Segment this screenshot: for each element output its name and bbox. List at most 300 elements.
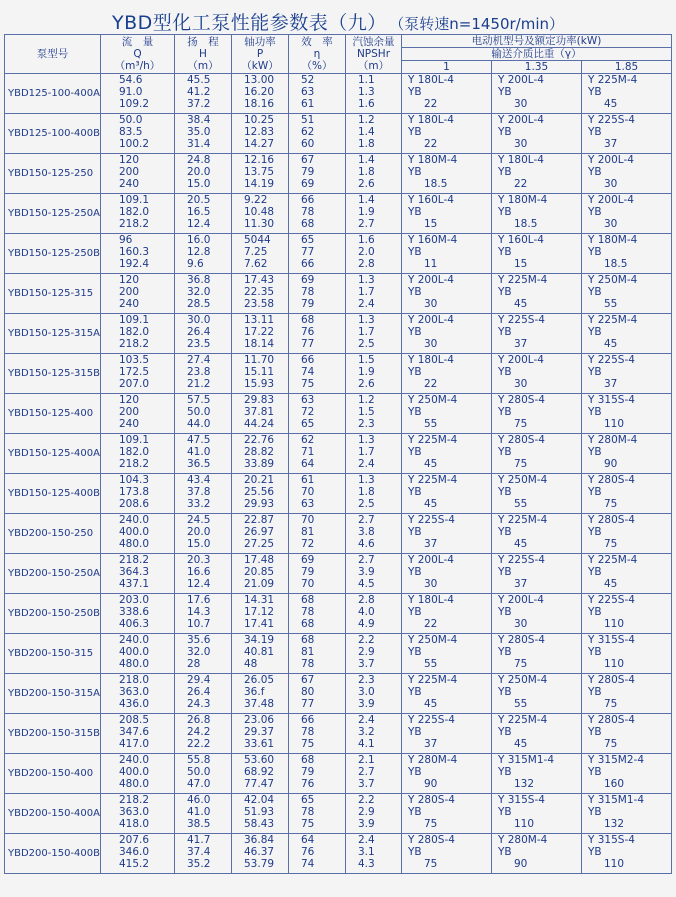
power-value: 53.79 — [244, 858, 275, 871]
head-value: 37.2 — [187, 98, 211, 111]
pump-model: YBD150-125-400B — [5, 474, 101, 514]
motor-model: Y 225S-4 — [588, 114, 635, 126]
flow-cell — [101, 754, 175, 794]
efficiency-value: 65 — [301, 234, 315, 246]
flow-value: 240.0 — [119, 634, 150, 646]
power-cell — [232, 674, 289, 714]
power-value: 10.25 — [244, 114, 275, 126]
motor-power: 55 — [424, 418, 438, 431]
motor-power: 30 — [514, 98, 528, 111]
motor-power: 37 — [604, 138, 618, 151]
head-value: 45.5 — [187, 74, 211, 86]
efficiency-value: 65 — [301, 418, 315, 431]
flow-value: 480.0 — [119, 778, 150, 791]
motor-model: Y 225M-4 — [408, 474, 458, 486]
flow-value: 415.2 — [119, 858, 150, 871]
pump-model: YBD150-125-400 — [5, 394, 101, 434]
motor-ex-rating: YB — [408, 406, 422, 419]
power-cell — [232, 314, 289, 354]
flow-value: 109.1 — [119, 314, 150, 326]
motor-cell — [492, 74, 582, 114]
npsh-value: 3.7 — [358, 778, 375, 791]
flow-value: 109.1 — [119, 194, 150, 206]
efficiency-value: 64 — [301, 458, 315, 471]
head-cell — [175, 394, 232, 434]
motor-cell — [492, 274, 582, 314]
npsh-value: 1.4 — [358, 154, 375, 166]
flow-cell — [101, 794, 175, 834]
efficiency-cell — [289, 514, 346, 554]
motor-cell — [582, 314, 672, 354]
motor-power: 30 — [514, 378, 528, 391]
power-value: 22.35 — [244, 286, 275, 299]
table-row — [5, 274, 672, 314]
npsh-value: 2.2 — [358, 794, 375, 806]
motor-ex-rating: YB — [408, 566, 422, 579]
motor-cell — [402, 114, 492, 154]
flow-value: 192.4 — [119, 258, 150, 271]
motor-ex-rating: YB — [498, 446, 512, 459]
efficiency-cell — [289, 274, 346, 314]
motor-power: 22 — [514, 178, 528, 191]
power-value: 9.22 — [244, 194, 268, 206]
flow-value: 338.6 — [119, 606, 150, 619]
head-cell — [175, 594, 232, 634]
efficiency-value: 70 — [301, 578, 315, 591]
flow-value: 218.2 — [119, 218, 150, 231]
npsh-value: 3.9 — [358, 698, 375, 711]
flow-cell — [101, 674, 175, 714]
motor-ex-rating: YB — [408, 446, 422, 459]
npsh-value: 2.6 — [358, 378, 375, 391]
motor-model: Y 280S-4 — [588, 714, 635, 726]
efficiency-value: 68 — [301, 618, 315, 631]
power-value: 13.75 — [244, 166, 275, 179]
head-cell — [175, 834, 232, 874]
motor-ex-rating: YB — [408, 366, 422, 379]
power-value: 36.f — [244, 686, 265, 699]
motor-model: Y 225M-4 — [588, 554, 638, 566]
efficiency-value: 78 — [301, 286, 315, 299]
efficiency-value: 69 — [301, 274, 315, 286]
head-value: 12.4 — [187, 218, 211, 231]
motor-ex-rating: YB — [498, 806, 512, 819]
head-value: 24.5 — [187, 514, 211, 526]
flow-value: 182.0 — [119, 206, 150, 219]
npsh-value: 2.4 — [358, 298, 375, 311]
motor-ex-rating: YB — [408, 86, 422, 99]
motor-model: Y 180M-4 — [588, 234, 638, 246]
npsh-value: 3.1 — [358, 846, 375, 859]
npsh-value: 2.5 — [358, 338, 375, 351]
head-value: 35.6 — [187, 634, 211, 646]
motor-power: 132 — [514, 778, 535, 791]
motor-power: 75 — [424, 818, 438, 831]
motor-power: 37 — [424, 738, 438, 751]
motor-power: 45 — [604, 98, 618, 111]
flow-value: 120 — [119, 394, 140, 406]
table-header — [5, 35, 672, 74]
head-cell — [175, 674, 232, 714]
motor-cell — [582, 714, 672, 754]
efficiency-value: 78 — [301, 726, 315, 739]
flow-cell — [101, 74, 175, 114]
efficiency-value: 68 — [301, 634, 315, 646]
motor-model: Y 315S-4 — [498, 794, 545, 806]
motor-ex-rating: YB — [408, 806, 422, 819]
head-cell — [175, 514, 232, 554]
motor-model: Y 250M-4 — [498, 474, 548, 486]
efficiency-value: 71 — [301, 446, 315, 459]
header-gamma-1: 1 — [402, 61, 492, 74]
head-cell — [175, 274, 232, 314]
flow-value: 172.5 — [119, 366, 150, 379]
motor-model: Y 225S-4 — [408, 714, 455, 726]
efficiency-value: 51 — [301, 114, 315, 126]
power-value: 51.93 — [244, 806, 275, 819]
power-value: 20.85 — [244, 566, 275, 579]
motor-ex-rating: YB — [588, 686, 602, 699]
head-value: 14.3 — [187, 606, 211, 619]
efficiency-cell — [289, 714, 346, 754]
flow-cell — [101, 114, 175, 154]
efficiency-value: 75 — [301, 818, 315, 831]
head-value: 16.0 — [187, 234, 211, 246]
motor-cell — [582, 114, 672, 154]
head-value: 33.2 — [187, 498, 211, 511]
flow-value: 218.2 — [119, 338, 150, 351]
efficiency-cell — [289, 194, 346, 234]
header-efficiency: 效 率 η （%） — [289, 35, 346, 74]
npsh-value: 4.9 — [358, 618, 375, 631]
flow-value: 200 — [119, 406, 140, 419]
motor-model: Y 280S-4 — [588, 474, 635, 486]
head-value: 36.8 — [187, 274, 211, 286]
motor-ex-rating: YB — [408, 646, 422, 659]
flow-value: 417.0 — [119, 738, 150, 751]
power-cell — [232, 154, 289, 194]
pump-model: YBD200-150-250A — [5, 554, 101, 594]
npsh-value: 1.9 — [358, 206, 375, 219]
power-value: 23.06 — [244, 714, 275, 726]
npsh-value: 2.5 — [358, 498, 375, 511]
motor-cell — [582, 554, 672, 594]
motor-model: Y 225M-4 — [498, 274, 548, 286]
motor-power: 110 — [604, 658, 625, 671]
efficiency-value: 66 — [301, 258, 315, 271]
flow-value: 100.2 — [119, 138, 150, 151]
npsh-value: 1.1 — [358, 74, 375, 86]
flow-value: 203.0 — [119, 594, 150, 606]
power-value: 23.58 — [244, 298, 275, 311]
table-row — [5, 634, 672, 674]
head-value: 23.5 — [187, 338, 211, 351]
flow-cell — [101, 514, 175, 554]
motor-ex-rating: YB — [498, 566, 512, 579]
head-value: 10.7 — [187, 618, 211, 631]
motor-power: 45 — [424, 458, 438, 471]
pump-model: YBD150-125-400A — [5, 434, 101, 474]
motor-power: 75 — [514, 418, 528, 431]
motor-ex-rating: YB — [588, 846, 602, 859]
power-cell — [232, 634, 289, 674]
flow-value: 480.0 — [119, 538, 150, 551]
power-cell — [232, 354, 289, 394]
table-row — [5, 234, 672, 274]
motor-cell — [402, 834, 492, 874]
motor-power: 22 — [424, 138, 438, 151]
flow-value: 104.3 — [119, 474, 150, 486]
npsh-value: 2.9 — [358, 806, 375, 819]
motor-model: Y 180L-4 — [498, 154, 544, 166]
motor-ex-rating: YB — [408, 286, 422, 299]
npsh-cell — [346, 674, 402, 714]
head-value: 16.5 — [187, 206, 211, 219]
motor-model: Y 225M-4 — [588, 314, 638, 326]
motor-model: Y 280S-4 — [408, 794, 455, 806]
motor-power: 110 — [604, 618, 625, 631]
flow-cell — [101, 554, 175, 594]
table-row — [5, 514, 672, 554]
motor-cell — [492, 594, 582, 634]
npsh-value: 1.4 — [358, 194, 375, 206]
motor-cell — [492, 834, 582, 874]
flow-value: 173.8 — [119, 486, 150, 499]
motor-ex-rating: YB — [588, 286, 602, 299]
flow-value: 120 — [119, 274, 140, 286]
motor-cell — [582, 234, 672, 274]
motor-model: Y 250M-4 — [408, 634, 458, 646]
npsh-value: 1.3 — [358, 314, 375, 326]
motor-model: Y 225M-4 — [408, 434, 458, 446]
head-value: 41.2 — [187, 86, 211, 99]
motor-model: Y 280S-4 — [588, 674, 635, 686]
motor-cell — [402, 74, 492, 114]
efficiency-value: 68 — [301, 594, 315, 606]
motor-ex-rating: YB — [588, 766, 602, 779]
motor-ex-rating: YB — [498, 646, 512, 659]
flow-value: 96 — [119, 234, 133, 246]
head-value: 55.8 — [187, 754, 211, 766]
head-value: 44.0 — [187, 418, 211, 431]
npsh-value: 2.7 — [358, 218, 375, 231]
npsh-value: 1.7 — [358, 446, 375, 459]
power-value: 14.19 — [244, 178, 275, 191]
power-value: 37.81 — [244, 406, 275, 419]
npsh-value: 1.3 — [358, 86, 375, 99]
head-cell — [175, 794, 232, 834]
flow-value: 200 — [119, 286, 140, 299]
power-value: 26.97 — [244, 526, 275, 539]
power-value: 17.43 — [244, 274, 275, 286]
motor-model: Y 160L-4 — [408, 194, 454, 206]
motor-cell — [582, 274, 672, 314]
motor-cell — [582, 754, 672, 794]
motor-cell — [402, 234, 492, 274]
flow-value: 207.0 — [119, 378, 150, 391]
npsh-value: 3.8 — [358, 526, 375, 539]
power-value: 17.48 — [244, 554, 275, 566]
motor-ex-rating: YB — [588, 806, 602, 819]
efficiency-cell — [289, 634, 346, 674]
motor-ex-rating: YB — [408, 766, 422, 779]
motor-model: Y 225M-4 — [588, 74, 638, 86]
npsh-cell — [346, 714, 402, 754]
motor-cell — [492, 794, 582, 834]
head-value: 46.0 — [187, 794, 211, 806]
pump-performance-table — [4, 34, 672, 874]
motor-ex-rating: YB — [588, 326, 602, 339]
flow-value: 91.0 — [119, 86, 143, 99]
flow-value: 406.3 — [119, 618, 150, 631]
npsh-value: 1.5 — [358, 406, 375, 419]
pump-model: YBD150-125-315B — [5, 354, 101, 394]
motor-cell — [492, 394, 582, 434]
head-cell — [175, 554, 232, 594]
head-value: 26.4 — [187, 686, 211, 699]
efficiency-value: 63 — [301, 86, 315, 99]
power-cell — [232, 794, 289, 834]
npsh-cell — [346, 114, 402, 154]
motor-cell — [492, 514, 582, 554]
npsh-value: 1.4 — [358, 126, 375, 139]
head-value: 9.6 — [187, 258, 204, 271]
npsh-value: 3.0 — [358, 686, 375, 699]
npsh-cell — [346, 634, 402, 674]
motor-ex-rating: YB — [588, 726, 602, 739]
motor-power: 55 — [424, 658, 438, 671]
power-value: 25.56 — [244, 486, 275, 499]
motor-cell — [582, 634, 672, 674]
head-value: 36.5 — [187, 458, 211, 471]
efficiency-cell — [289, 394, 346, 434]
motor-model: Y 225S-4 — [498, 314, 545, 326]
power-value: 11.70 — [244, 354, 275, 366]
head-value: 41.0 — [187, 806, 211, 819]
motor-cell — [582, 794, 672, 834]
head-value: 28 — [187, 658, 201, 671]
motor-cell — [492, 754, 582, 794]
efficiency-value: 75 — [301, 738, 315, 751]
head-value: 21.2 — [187, 378, 211, 391]
head-cell — [175, 474, 232, 514]
head-cell — [175, 354, 232, 394]
flow-cell — [101, 474, 175, 514]
npsh-cell — [346, 234, 402, 274]
motor-model: Y 250M-4 — [588, 274, 638, 286]
pump-model: YBD200-150-400 — [5, 754, 101, 794]
motor-ex-rating: YB — [588, 126, 602, 139]
flow-cell — [101, 834, 175, 874]
npsh-value: 1.8 — [358, 138, 375, 151]
head-value: 38.5 — [187, 818, 211, 831]
efficiency-value: 68 — [301, 314, 315, 326]
motor-cell — [402, 754, 492, 794]
power-value: 58.43 — [244, 818, 275, 831]
motor-power: 55 — [514, 698, 528, 711]
head-value: 28.5 — [187, 298, 211, 311]
table-row — [5, 794, 672, 834]
flow-cell — [101, 354, 175, 394]
power-value: 22.87 — [244, 514, 275, 526]
motor-cell — [492, 154, 582, 194]
power-value: 18.14 — [244, 338, 275, 351]
npsh-value: 2.7 — [358, 514, 375, 526]
pump-model: YBD200-150-250 — [5, 514, 101, 554]
motor-ex-rating: YB — [498, 246, 512, 259]
efficiency-value: 66 — [301, 714, 315, 726]
efficiency-value: 76 — [301, 778, 315, 791]
motor-model: Y 315S-4 — [588, 834, 635, 846]
efficiency-value: 61 — [301, 474, 315, 486]
motor-cell — [582, 474, 672, 514]
motor-power: 45 — [604, 338, 618, 351]
npsh-value: 1.7 — [358, 326, 375, 339]
efficiency-value: 79 — [301, 298, 315, 311]
efficiency-cell — [289, 794, 346, 834]
motor-power: 18.5 — [514, 218, 538, 231]
power-value: 36.84 — [244, 834, 275, 846]
efficiency-value: 67 — [301, 154, 315, 166]
head-value: 47.0 — [187, 778, 211, 791]
motor-model: Y 200L-4 — [408, 314, 454, 326]
motor-cell — [582, 354, 672, 394]
head-value: 20.5 — [187, 194, 211, 206]
motor-ex-rating: YB — [408, 606, 422, 619]
motor-model: Y 315M1-4 — [588, 794, 645, 806]
flow-cell — [101, 274, 175, 314]
npsh-value: 3.7 — [358, 658, 375, 671]
head-value: 20.3 — [187, 554, 211, 566]
motor-power: 30 — [604, 178, 618, 191]
pump-model: YBD200-150-315B — [5, 714, 101, 754]
head-value: 12.8 — [187, 246, 211, 259]
power-value: 33.61 — [244, 738, 275, 751]
motor-cell — [492, 234, 582, 274]
motor-ex-rating: YB — [408, 126, 422, 139]
table-row — [5, 554, 672, 594]
efficiency-value: 81 — [301, 526, 315, 539]
npsh-cell — [346, 594, 402, 634]
motor-model: Y 180M-4 — [408, 154, 458, 166]
motor-model: Y 225S-4 — [588, 594, 635, 606]
motor-ex-rating: YB — [408, 206, 422, 219]
flow-cell — [101, 394, 175, 434]
power-cell — [232, 834, 289, 874]
flow-value: 364.3 — [119, 566, 150, 579]
motor-cell — [402, 394, 492, 434]
pump-model: YBD200-150-400A — [5, 794, 101, 834]
power-value: 7.62 — [244, 258, 268, 271]
power-cell — [232, 74, 289, 114]
efficiency-cell — [289, 114, 346, 154]
efficiency-value: 62 — [301, 434, 315, 446]
npsh-value: 1.6 — [358, 98, 375, 111]
motor-power: 37 — [604, 378, 618, 391]
flow-value: 240 — [119, 418, 140, 431]
power-cell — [232, 714, 289, 754]
motor-power: 37 — [514, 338, 528, 351]
flow-value: 240.0 — [119, 754, 150, 766]
efficiency-value: 70 — [301, 486, 315, 499]
flow-value: 208.6 — [119, 498, 150, 511]
power-value: 15.11 — [244, 366, 275, 379]
npsh-value: 1.6 — [358, 234, 375, 246]
efficiency-value: 63 — [301, 498, 315, 511]
efficiency-value: 69 — [301, 178, 315, 191]
power-cell — [232, 274, 289, 314]
table-body — [5, 74, 672, 874]
